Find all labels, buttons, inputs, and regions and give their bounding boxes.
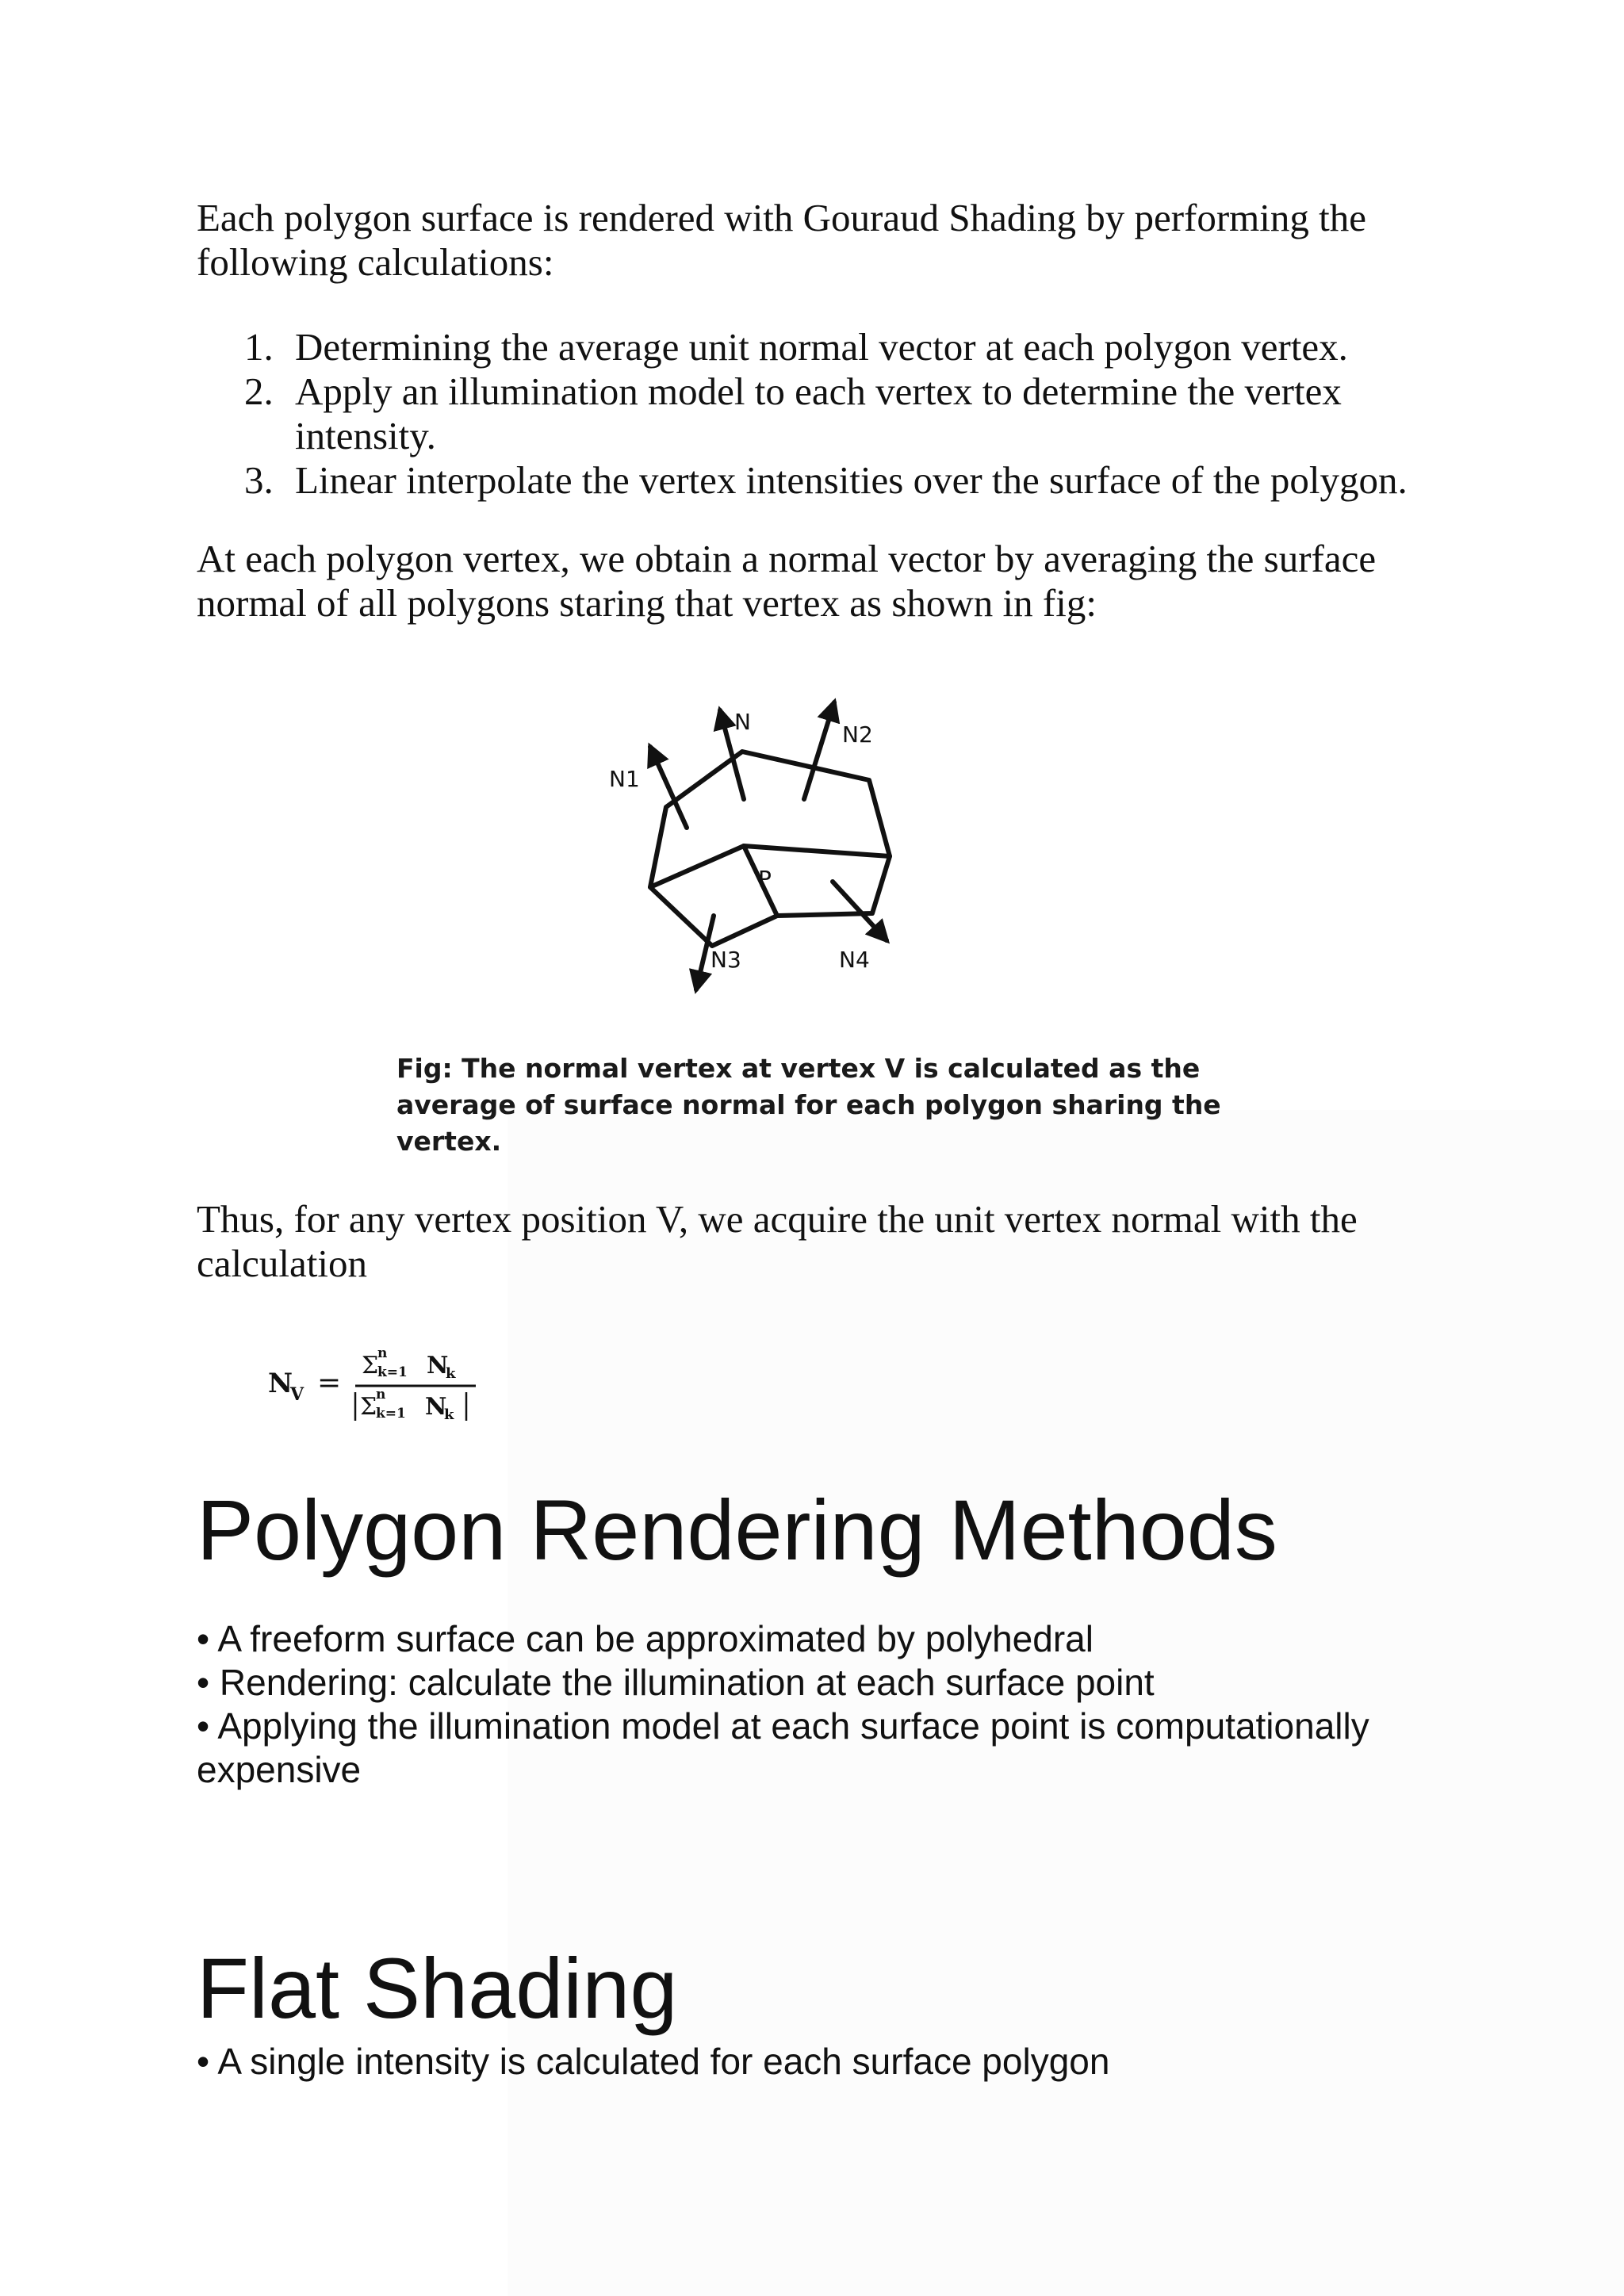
list-item: 1. Determining the average unit normal vector at each polygon vertex. [244, 325, 1348, 369]
vertex-normal-paragraph: Thus, for any vertex position V, we acquire the unit vertex normal with the calculation [197, 1197, 1358, 1285]
list-item: • Rendering: calculate the illumination at each surface point [197, 1662, 1155, 1703]
list-item: • A freeform surface can be approximated by polyhedral [197, 1618, 1094, 1659]
section-title-flat-shading: Flat Shading [197, 1940, 678, 2036]
svg-text:N: N [425, 1393, 447, 1421]
vertex-normal-formula [262, 1332, 515, 1427]
normal-n1-arrow [650, 747, 687, 828]
figure-caption: Fig: The normal vertex at vertex V is calculated as the average of surface normal for each polygon sharing the vertex. [396, 1053, 1221, 1157]
formula-lhs-sub: V [290, 1384, 304, 1405]
list-item: • A single intensity is calculated for each surface polygon [197, 2041, 1110, 2082]
label-n4: N4 [839, 947, 870, 973]
formula-numerator [362, 1345, 456, 1382]
label-n2: N2 [842, 721, 873, 748]
polygon-rendering-bullets [197, 1617, 1465, 1792]
list-item: 2. Apply an illumination model to each vertex to determine the vertex intensity. [244, 369, 1342, 457]
formula-lhs: N [268, 1368, 293, 1399]
list-item: • Applying the illumination model at each surface point is computationally expensive [197, 1705, 1369, 1790]
svg-text:N: N [427, 1352, 449, 1380]
formula-equals: = [317, 1367, 342, 1399]
svg-text:k: k [446, 1365, 456, 1382]
vertex-normal-diagram [603, 698, 920, 999]
averaging-paragraph: At each polygon vertex, we obtain a normal vector by averaging the surface normal of all polygons staring that vertex as shown in fig: [197, 537, 1377, 625]
label-n1: N1 [609, 766, 640, 792]
list-item: 3. Linear interpolate the vertex intensities over the surface of the polygon. [244, 458, 1408, 502]
intro-paragraph: Each polygon surface is rendered with Gouraud Shading by performing the following calculations: [197, 196, 1367, 284]
svg-text:k: k [444, 1406, 454, 1423]
section-title-polygon-rendering: Polygon Rendering Methods [197, 1482, 1277, 1578]
label-p: P [758, 866, 772, 892]
normal-n2-arrow [804, 702, 834, 799]
svg-text:k=1: k=1 [377, 1364, 408, 1380]
svg-text:n: n [377, 1345, 388, 1361]
svg-text:Σ: Σ [360, 1393, 377, 1421]
polyhedron-edges [650, 752, 890, 946]
label-n3: N3 [710, 947, 741, 973]
flat-shading-bullets [197, 2040, 1465, 2084]
svg-text:k=1: k=1 [376, 1406, 406, 1422]
formula-denominator [355, 1387, 466, 1423]
label-n: N [734, 709, 751, 735]
svg-text:n: n [376, 1387, 386, 1402]
svg-text:Σ: Σ [362, 1352, 379, 1380]
calculation-steps [230, 325, 1467, 503]
